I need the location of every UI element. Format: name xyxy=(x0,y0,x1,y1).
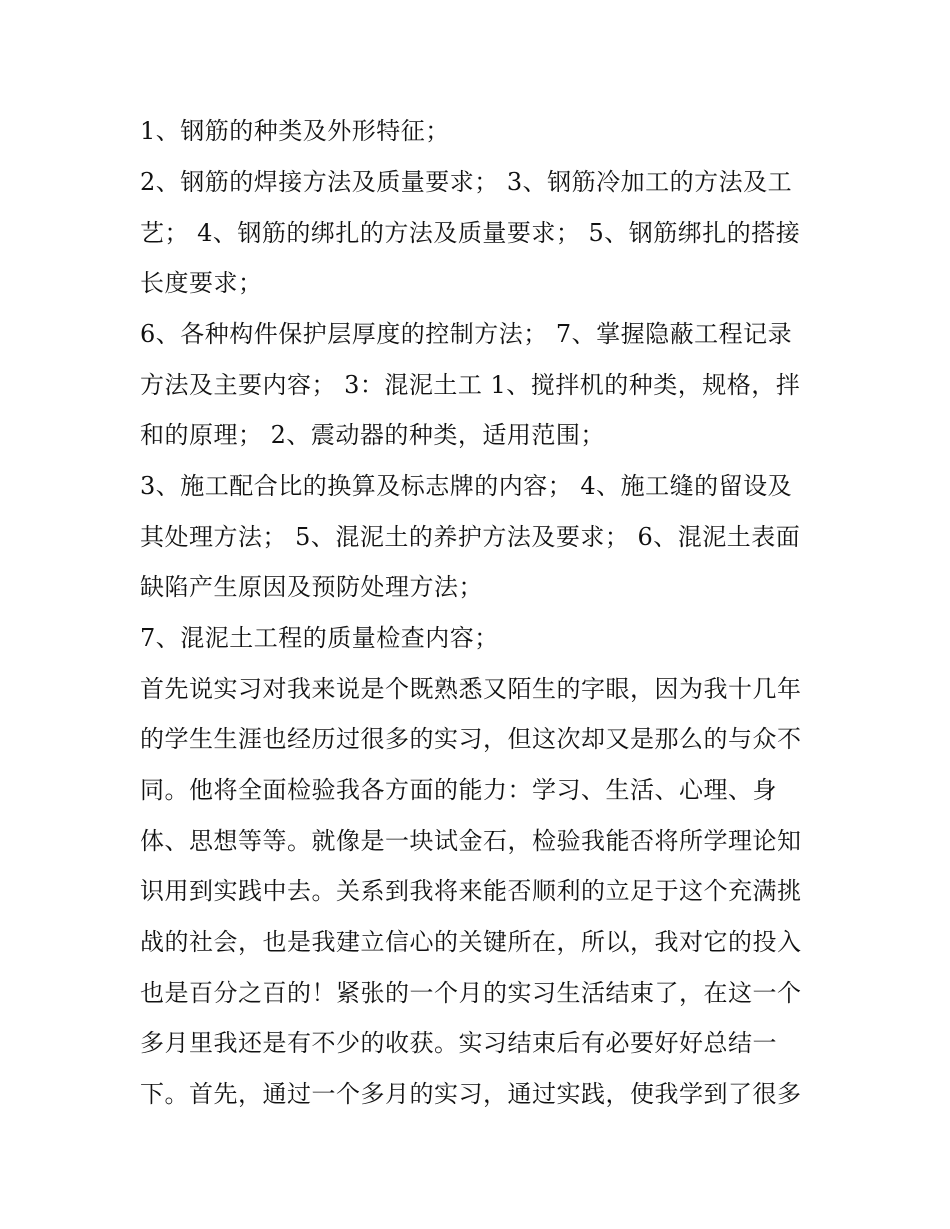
text-line: 缺陷产生原因及预防处理方法； xyxy=(140,573,483,601)
text-line: 同。他将全面检验我各方面的能力：学习、生活、心理、身 xyxy=(140,776,777,804)
text-line: 6、各种构件保护层厚度的控制方法； 7、掌握隐蔽工程记录 xyxy=(140,320,793,348)
text-line: 和的原理； 2、震动器的种类，适用范围； xyxy=(140,421,605,449)
text-line: 下。首先，通过一个多月的实习，通过实践，使我学到了很多 xyxy=(140,1080,802,1108)
text-line: 的学生生涯也经历过很多的实习，但这次却又是那么的与众不 xyxy=(140,725,802,753)
text-line: 其处理方法； 5、混泥土的养护方法及要求； 6、混泥土表面 xyxy=(140,523,801,551)
text-line: 7、混泥土工程的质量检查内容； xyxy=(140,624,499,652)
text-line: 识用到实践中去。关系到我将来能否顺利的立足于这个充满挑 xyxy=(140,877,802,905)
text-line: 首先说实习对我来说是个既熟悉又陌生的字眼，因为我十几年 xyxy=(140,675,802,703)
text-line: 体、思想等等。就像是一块试金石，检验我能否将所学理论知 xyxy=(140,827,802,855)
text-line: 也是百分之百的！紧张的一个月的实习生活结束了，在这一个 xyxy=(140,979,802,1007)
text-line: 2、钢筋的焊接方法及质量要求； 3、钢筋冷加工的方法及工 xyxy=(140,168,793,196)
text-line: 艺； 4、钢筋的绑扎的方法及质量要求； 5、钢筋绑扎的搭接 xyxy=(140,219,801,247)
text-line: 3、施工配合比的换算及标志牌的内容； 4、施工缝的留设及 xyxy=(140,472,793,500)
text-line: 多月里我还是有不少的收获。实习结束后有必要好好总结一 xyxy=(140,1029,777,1057)
text-line: 长度要求； xyxy=(140,269,263,297)
text-line: 1、钢筋的种类及外形特征； xyxy=(140,117,450,145)
text-line: 方法及主要内容； 3：混泥土工 1、搅拌机的种类，规格，拌 xyxy=(140,371,801,399)
text-line: 战的社会，也是我建立信心的关键所在，所以，我对它的投入 xyxy=(140,928,802,956)
